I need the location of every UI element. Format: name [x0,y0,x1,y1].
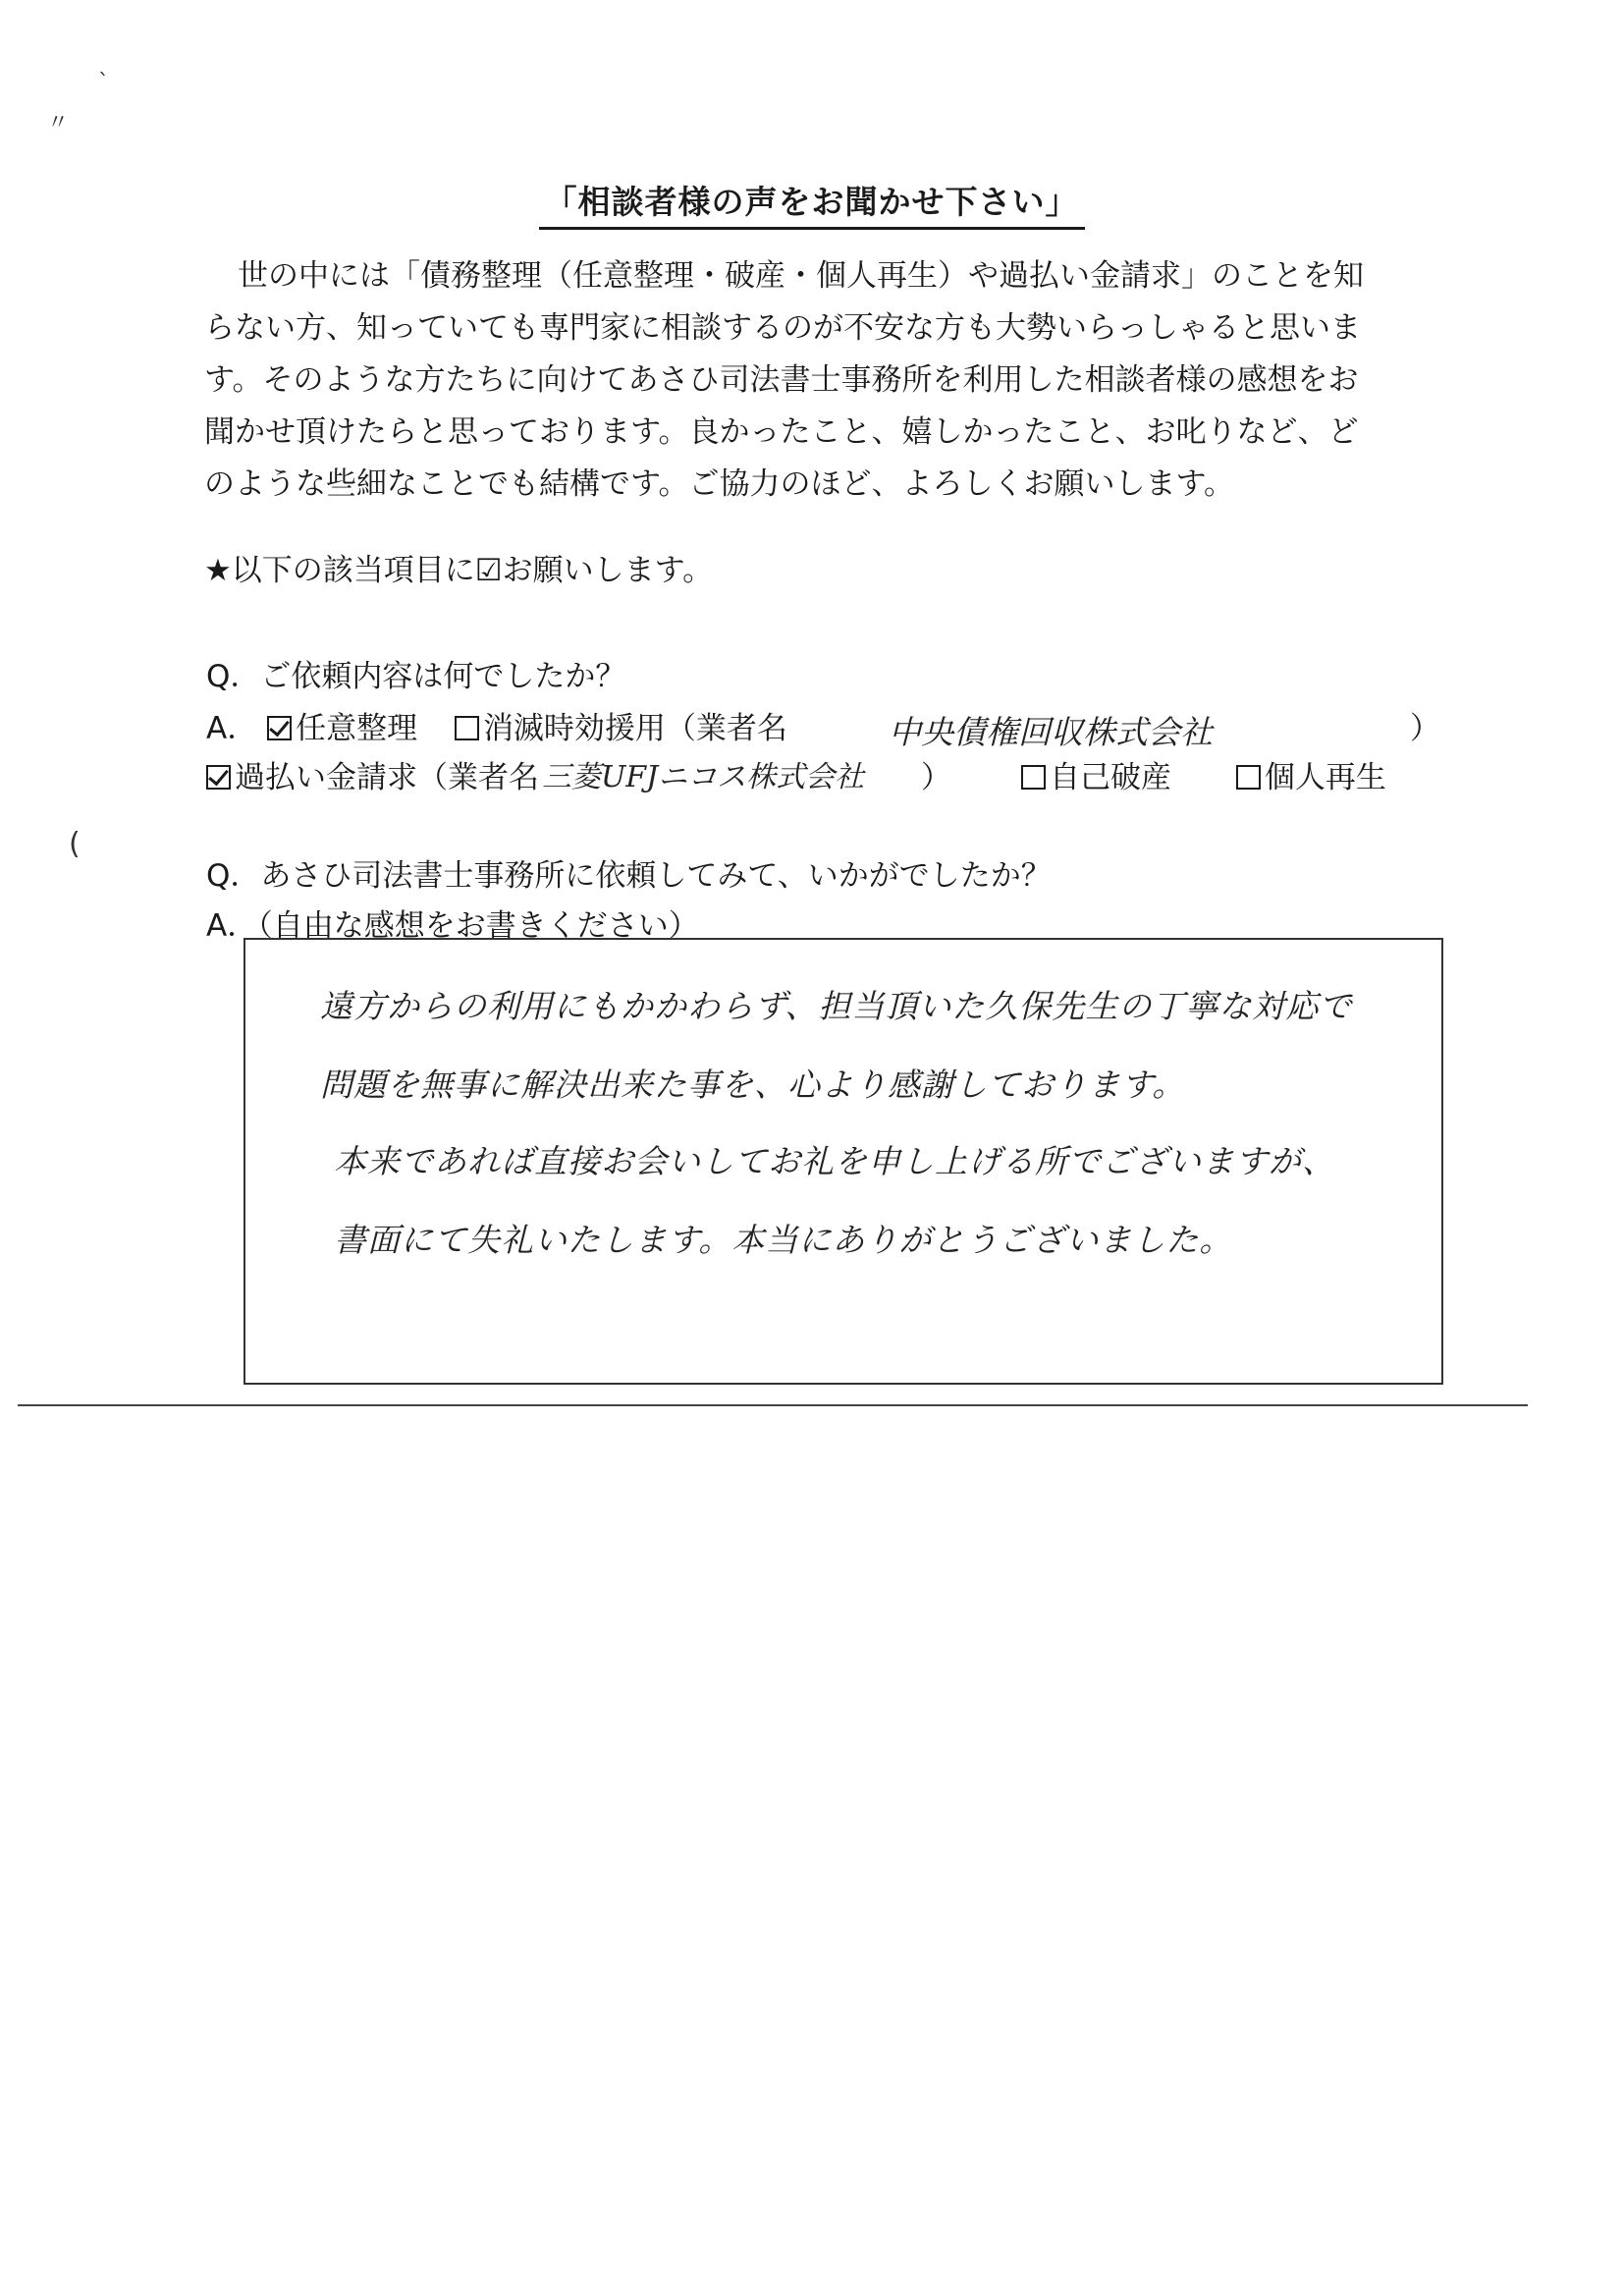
free-answer-box[interactable] [243,938,1443,1385]
option-kabarai-label: 過払い金請求（業者名 [235,760,539,795]
scan-mark: 〃 [47,111,70,136]
cut-line-divider [18,1404,1528,1406]
scan-mark: ( [69,827,81,861]
option-nini-seiri[interactable] [267,703,417,747]
intro-line: 聞かせ頂けたらと思っております。良かったこと、嬉しかったこと、お叱りなど、ど [204,414,1359,450]
intro-paragraph [204,250,1451,511]
handwritten-answer-line: 問題を無事に解決出来た事を、心より感謝しております。 [320,1066,1186,1104]
option-kojin-saisei-label: 個人再生 [1264,760,1386,795]
handwritten-company-2: 三菱UFJニコス株式会社 [542,760,865,794]
checkbox-nini-seiri[interactable] [267,716,292,740]
intro-line: 世の中には「債務整理（任意整理・破産・個人再生）や過払い金請求」のことを知 [238,258,1364,294]
answer-2-prompt: A．（自由な感想をお書きください） [206,908,699,944]
question-2: Q．あさひ司法書士事務所に依頼してみて、いかがでしたか？ [206,858,1052,894]
answer-1-row-2 [206,752,539,796]
answer-1-row-2-close: ） [921,760,951,795]
option-jiko-hasan[interactable] [1021,752,1171,796]
checkbox-kojin-saisei[interactable] [1236,765,1261,790]
option-nini-seiri-label: 任意整理 [296,711,418,746]
question-1: Q．ご依頼内容は何でしたか？ [206,659,626,694]
checkbox-kabarai[interactable] [206,765,231,790]
handwritten-answer-line: 遠方からの利用にもかかわらず、担当頂いた久保先生の丁寧な対応で [320,987,1353,1025]
intro-line: す。そのような方たちに向けてあさひ司法書士事務所を利用した相談者様の感想をお [204,362,1359,398]
handwritten-answer-line: 書面にて失礼いたします。本当にありがとうございました。 [334,1221,1233,1259]
intro-line: らない方、知っていても専門家に相談するのが不安な方も大勢いらっしゃると思いま [204,310,1361,346]
answer-prefix: A． [206,711,258,746]
option-jiko-hasan-label: 自己破産 [1050,760,1171,795]
intro-line: のような些細なことでも結構です。ご協力のほど、よろしくお願いします。 [204,466,1235,502]
answer-1-row-2-options [1021,752,1386,796]
scan-mark: ` [98,71,109,95]
page-title [0,177,1623,230]
answer-1-row-1 [206,703,815,747]
option-kabarai[interactable] [206,752,539,796]
option-kojin-saisei[interactable] [1236,752,1386,796]
handwritten-answer-line: 本来であれば直接お会いしてお礼を申し上げる所でございますが、 [334,1142,1335,1180]
option-shometsu-jiko-label: 消滅時効援用（業者名 [482,711,787,746]
checkbox-shometsu-jiko[interactable] [455,716,479,740]
handwritten-company-1: 中央債権回収株式会社 [889,713,1213,751]
checkbox-jiko-hasan[interactable] [1021,765,1046,790]
instruction-text: ★以下の該当項目に☑お願いします。 [204,553,714,588]
option-shometsu-jiko[interactable] [455,703,787,747]
page-title-text: 「相談者様の声をお聞かせ下さい」 [539,177,1085,230]
answer-1-close-paren: ） [1410,711,1440,746]
